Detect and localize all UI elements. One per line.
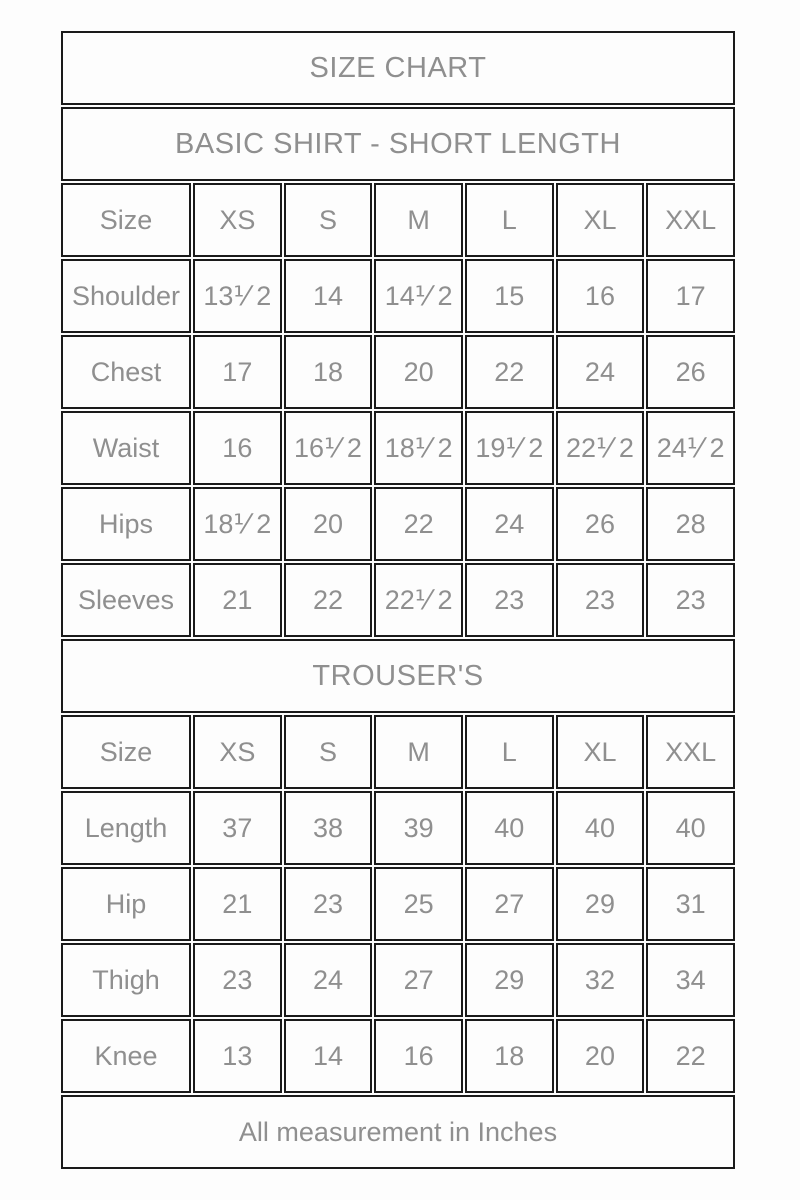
table-row	[61, 715, 735, 789]
value-cell: 13	[193, 1019, 282, 1093]
row-label-shoulder: Shoulder	[61, 259, 191, 333]
table-row	[61, 259, 735, 333]
value-cell: 16	[374, 1019, 463, 1093]
value-cell: 18⅟ 2	[193, 487, 282, 561]
table-row	[61, 1019, 735, 1093]
footer-note: All measurement in Inches	[61, 1095, 735, 1169]
value-cell: 24	[556, 335, 645, 409]
value-cell: 23	[646, 563, 735, 637]
value-cell: 39	[374, 791, 463, 865]
value-cell: 27	[465, 867, 554, 941]
value-cell: 21	[193, 867, 282, 941]
value-cell: 22	[374, 487, 463, 561]
value-cell: 22	[284, 563, 373, 637]
value-cell: 40	[465, 791, 554, 865]
row-label-thigh: Thigh	[61, 943, 191, 1017]
row-label-hip: Hip	[61, 867, 191, 941]
value-cell: 22	[646, 1019, 735, 1093]
page-title: SIZE CHART	[61, 31, 735, 105]
table-row	[61, 943, 735, 1017]
table-row	[61, 183, 735, 257]
row-label-hips: Hips	[61, 487, 191, 561]
table-row	[61, 411, 735, 485]
value-cell: 14	[284, 1019, 373, 1093]
shirt-section-header: BASIC SHIRT - SHORT LENGTH	[61, 107, 735, 181]
value-cell: 37	[193, 791, 282, 865]
value-cell: 28	[646, 487, 735, 561]
value-cell: 23	[193, 943, 282, 1017]
trousers-size-header-xs: XS	[193, 715, 282, 789]
value-cell: 26	[556, 487, 645, 561]
row-label-waist: Waist	[61, 411, 191, 485]
table-row	[61, 487, 735, 561]
value-cell: 32	[556, 943, 645, 1017]
row-label-sleeves: Sleeves	[61, 563, 191, 637]
value-cell: 16	[556, 259, 645, 333]
shirt-size-header-xs: XS	[193, 183, 282, 257]
value-cell: 27	[374, 943, 463, 1017]
value-cell: 18	[465, 1019, 554, 1093]
table-row	[61, 639, 735, 713]
value-cell: 14	[284, 259, 373, 333]
value-cell: 26	[646, 335, 735, 409]
value-cell: 24	[465, 487, 554, 561]
value-cell: 16⅟ 2	[284, 411, 373, 485]
shirt-size-header-m: M	[374, 183, 463, 257]
table-row	[61, 867, 735, 941]
trousers-size-header-s: S	[284, 715, 373, 789]
value-cell: 22⅟ 2	[374, 563, 463, 637]
shirt-size-header-label: Size	[61, 183, 191, 257]
table-row	[61, 563, 735, 637]
value-cell: 22⅟ 2	[556, 411, 645, 485]
shirt-size-header-xl: XL	[556, 183, 645, 257]
value-cell: 38	[284, 791, 373, 865]
trousers-section-header: TROUSER'S	[61, 639, 735, 713]
value-cell: 17	[646, 259, 735, 333]
shirt-size-header-xxl: XXL	[646, 183, 735, 257]
value-cell: 14⅟ 2	[374, 259, 463, 333]
value-cell: 29	[465, 943, 554, 1017]
value-cell: 13⅟ 2	[193, 259, 282, 333]
row-label-length: Length	[61, 791, 191, 865]
trousers-size-header-l: L	[465, 715, 554, 789]
trousers-size-header-label: Size	[61, 715, 191, 789]
value-cell: 15	[465, 259, 554, 333]
row-label-chest: Chest	[61, 335, 191, 409]
value-cell: 23	[465, 563, 554, 637]
row-label-knee: Knee	[61, 1019, 191, 1093]
value-cell: 24⅟ 2	[646, 411, 735, 485]
value-cell: 31	[646, 867, 735, 941]
trousers-size-header-m: M	[374, 715, 463, 789]
trousers-size-header-xl: XL	[556, 715, 645, 789]
value-cell: 16	[193, 411, 282, 485]
value-cell: 29	[556, 867, 645, 941]
shirt-size-header-s: S	[284, 183, 373, 257]
value-cell: 24	[284, 943, 373, 1017]
value-cell: 23	[284, 867, 373, 941]
value-cell: 20	[284, 487, 373, 561]
table-row	[61, 791, 735, 865]
value-cell: 18⅟ 2	[374, 411, 463, 485]
value-cell: 23	[556, 563, 645, 637]
value-cell: 40	[556, 791, 645, 865]
table-row	[61, 31, 735, 105]
value-cell: 34	[646, 943, 735, 1017]
value-cell: 20	[374, 335, 463, 409]
value-cell: 19⅟ 2	[465, 411, 554, 485]
size-chart-table	[59, 29, 737, 1171]
value-cell: 18	[284, 335, 373, 409]
value-cell: 22	[465, 335, 554, 409]
table-row	[61, 335, 735, 409]
shirt-size-header-l: L	[465, 183, 554, 257]
table-row	[61, 107, 735, 181]
value-cell: 17	[193, 335, 282, 409]
table-row	[61, 1095, 735, 1169]
trousers-size-header-xxl: XXL	[646, 715, 735, 789]
value-cell: 25	[374, 867, 463, 941]
value-cell: 20	[556, 1019, 645, 1093]
value-cell: 21	[193, 563, 282, 637]
value-cell: 40	[646, 791, 735, 865]
